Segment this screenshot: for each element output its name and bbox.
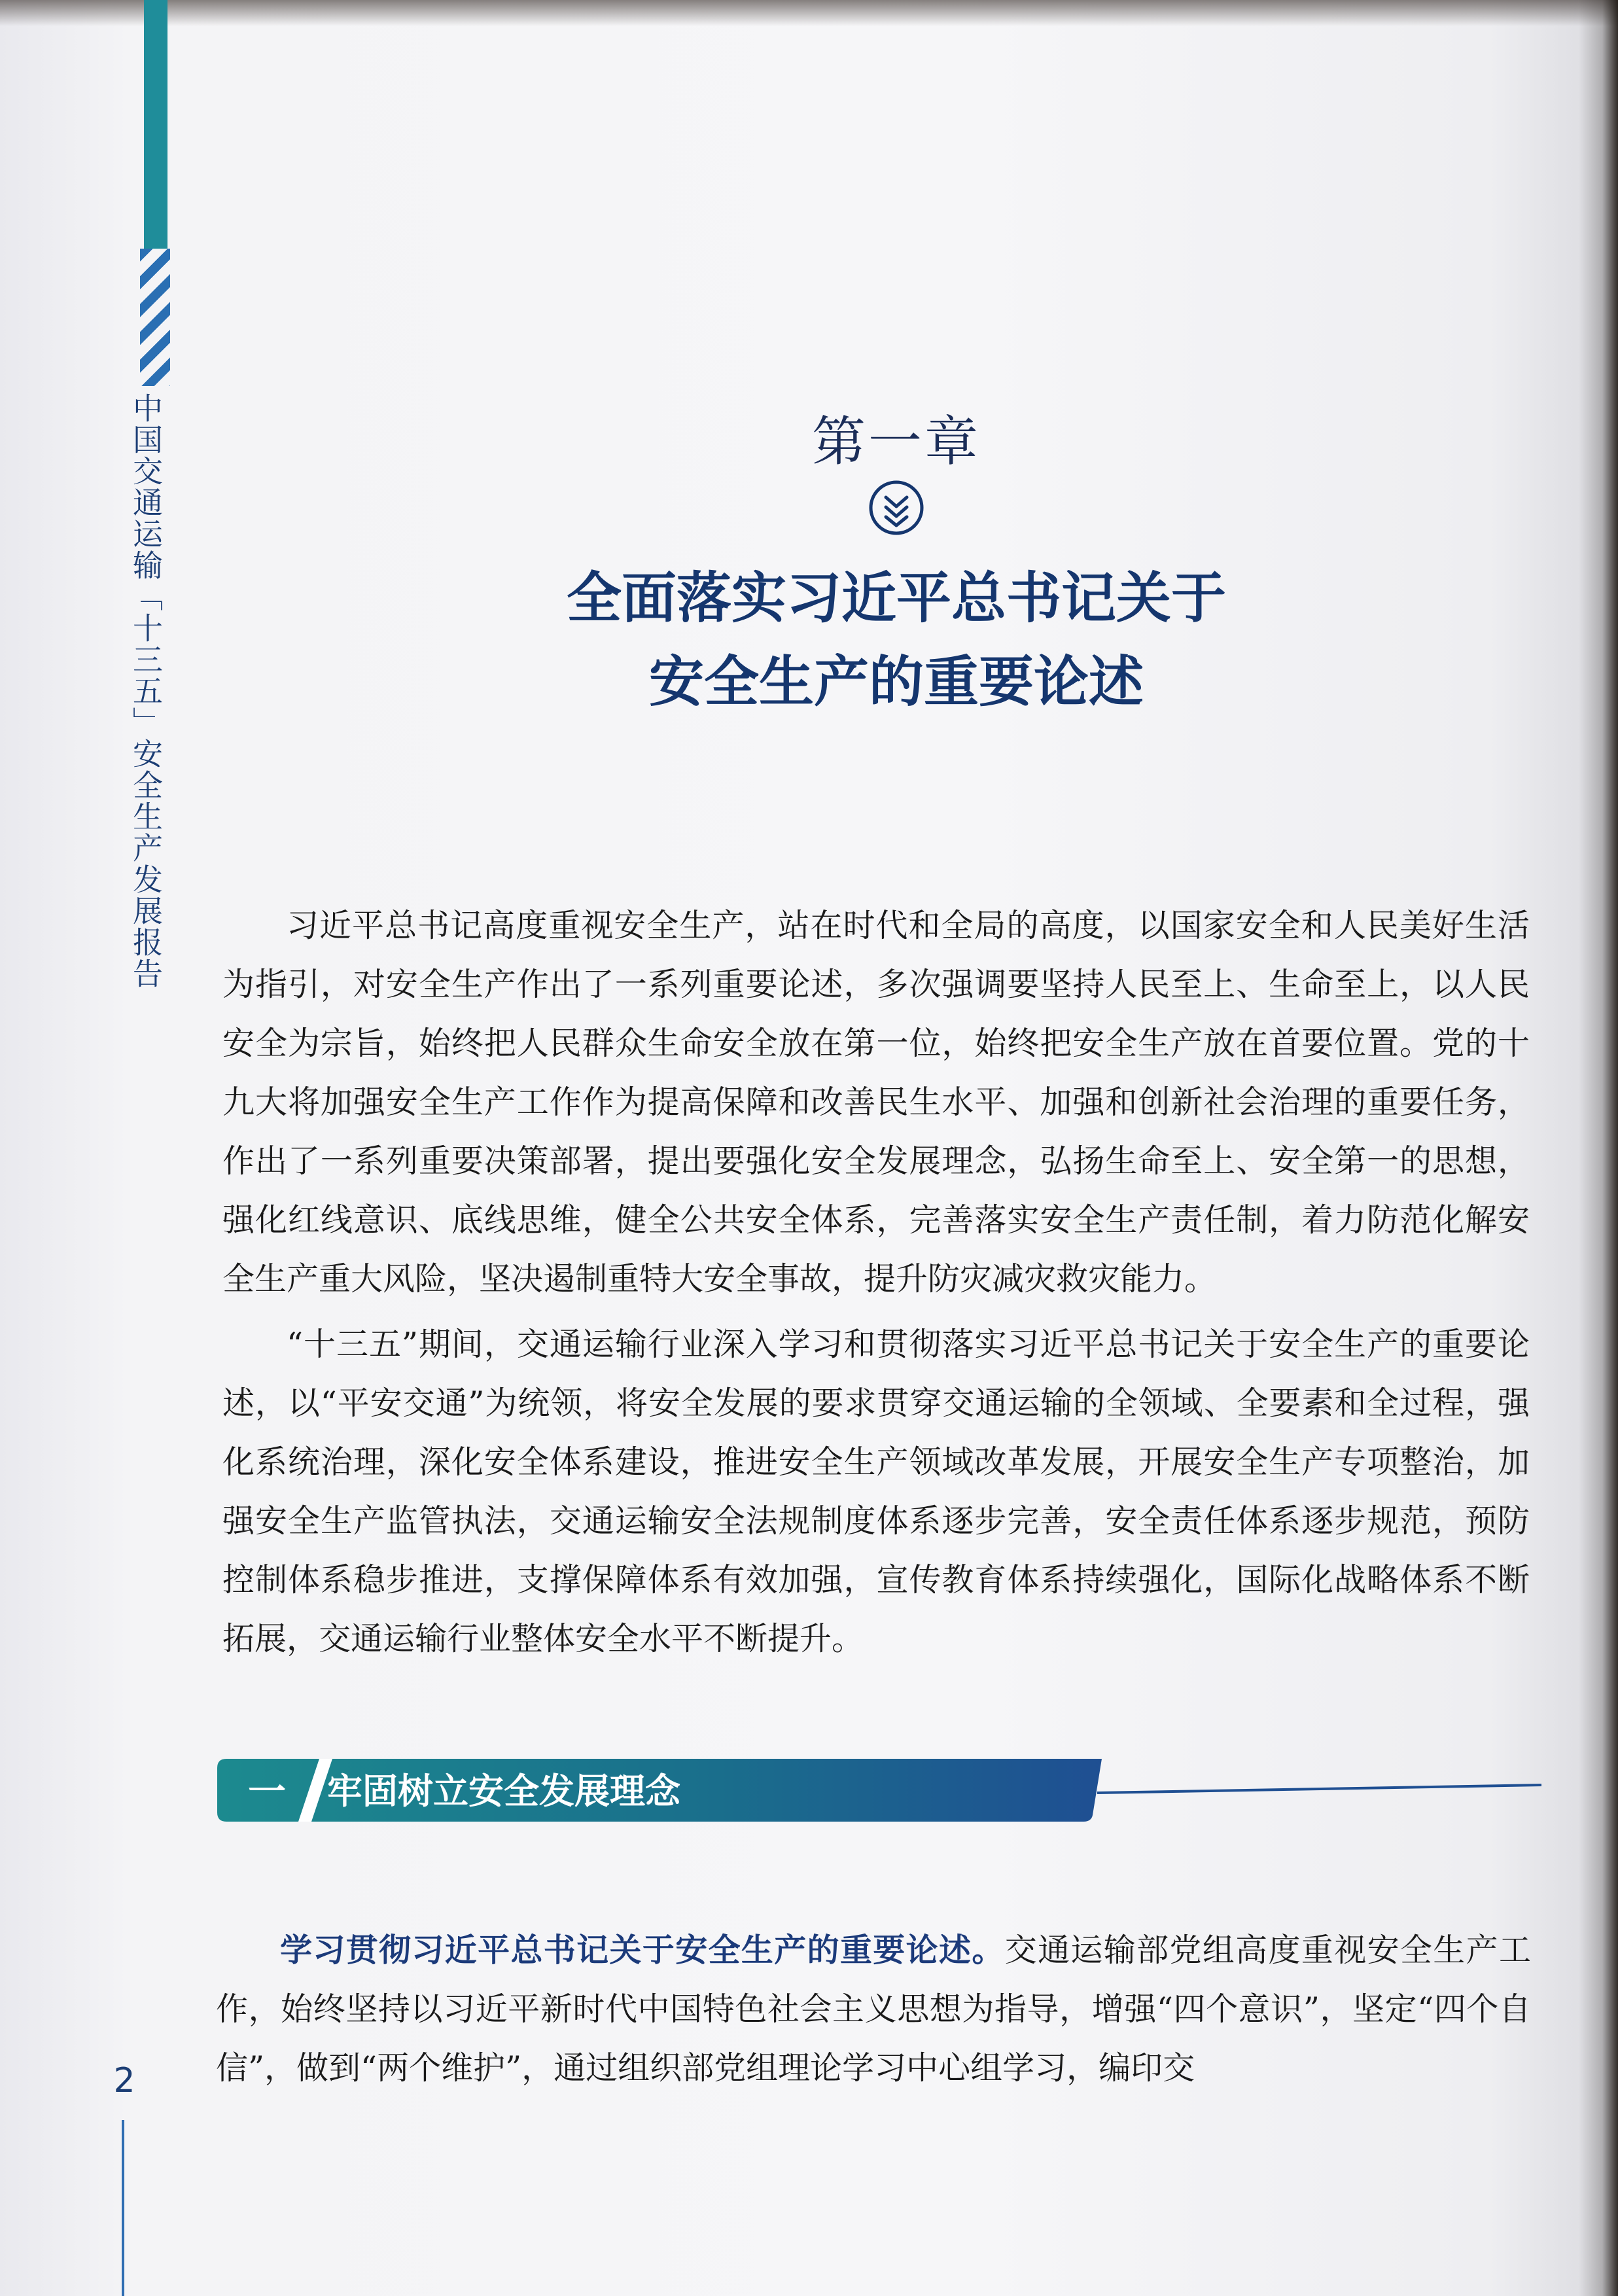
sidebar-accent-bar <box>144 0 167 249</box>
paragraph-body: 交通运输部党组高度重视安全生产工作，始终坚持以习近平新时代中国特色社会主义思想为指导，增强“四个意识”，坚定“四个自信”，做到“两个维护”，通过组织部党组理论学习中心组学习，编印交 <box>216 1932 1531 2087</box>
chapter-title-line-1: 全面落实习近平总书记关于 <box>566 566 1226 630</box>
paragraph-lead-heading: 学习贯彻习近平总书记关于安全生产的重要论述。 <box>280 1932 1005 1969</box>
page-number: 2 <box>113 2061 135 2100</box>
section-paragraph-1 <box>216 1921 1531 2098</box>
page-edge-shadow <box>1579 0 1618 2296</box>
double-chevron-down-icon <box>868 479 925 537</box>
section-heading-banner <box>217 1759 1545 1831</box>
page-top-shadow <box>0 0 1618 26</box>
intro-paragraph-1: 习近平总书记高度重视安全生产，站在时代和全局的高度，以国家安全和人民美好生活为指引，对安全生产作出了一系列重要论述，多次强调要坚持人民至上、生命至上，以人民安全为宗旨，始终把人民群众生命安全放在第一位，始终把安全生产放在首要位置。党的十九大将加强安全生产工作作为提高保障和改善民生水平、加强和创新社会治理的重要任务，作出了一系列重要决策部署，提出要强化安全发展理念，弘扬生命至上、安全第一的思想，强化红线意识、底线思维，健全公共安全体系，完善落实安全生产责任制，着力防范化解安全生产重大风险，坚决遏制重特大安全事故，提升防灾减灾救灾能力。 <box>222 907 1530 1298</box>
chapter-number: 第一章 <box>811 411 981 473</box>
intro-paragraph-2: “十三五”期间，交通运输行业深入学习和贯彻落实习近平总书记关于安全生产的重要论述，以“平安交通”为统领，将安全发展的要求贯穿交通运输的全领域、全要素和全过程，强化系统治理，深化安全体系建设，推进安全生产领域改革发展，开展安全生产专项整治，加强安全生产监管执法，交通运输安全法规制度体系逐步完善，安全责任体系逐步规范，预防控制体系稳步推进，支撑保障体系有效加强，宣传教育体系持续强化，国际化战略体系不断拓展，交通运输行业整体安全水平不断提升。 <box>222 1326 1530 1657</box>
chapter-title <box>458 556 1335 724</box>
footer-accent-line <box>122 2120 124 2296</box>
sidebar-stripes <box>140 249 170 386</box>
section-title: 牢固树立安全发展理念 <box>327 1771 680 1812</box>
chapter-title-line-2: 安全生产的重要论述 <box>648 650 1144 714</box>
section-number: 一 <box>247 1769 286 1814</box>
running-book-title: 中国交通运输「十三五」安全生产发展报告 <box>128 393 164 989</box>
